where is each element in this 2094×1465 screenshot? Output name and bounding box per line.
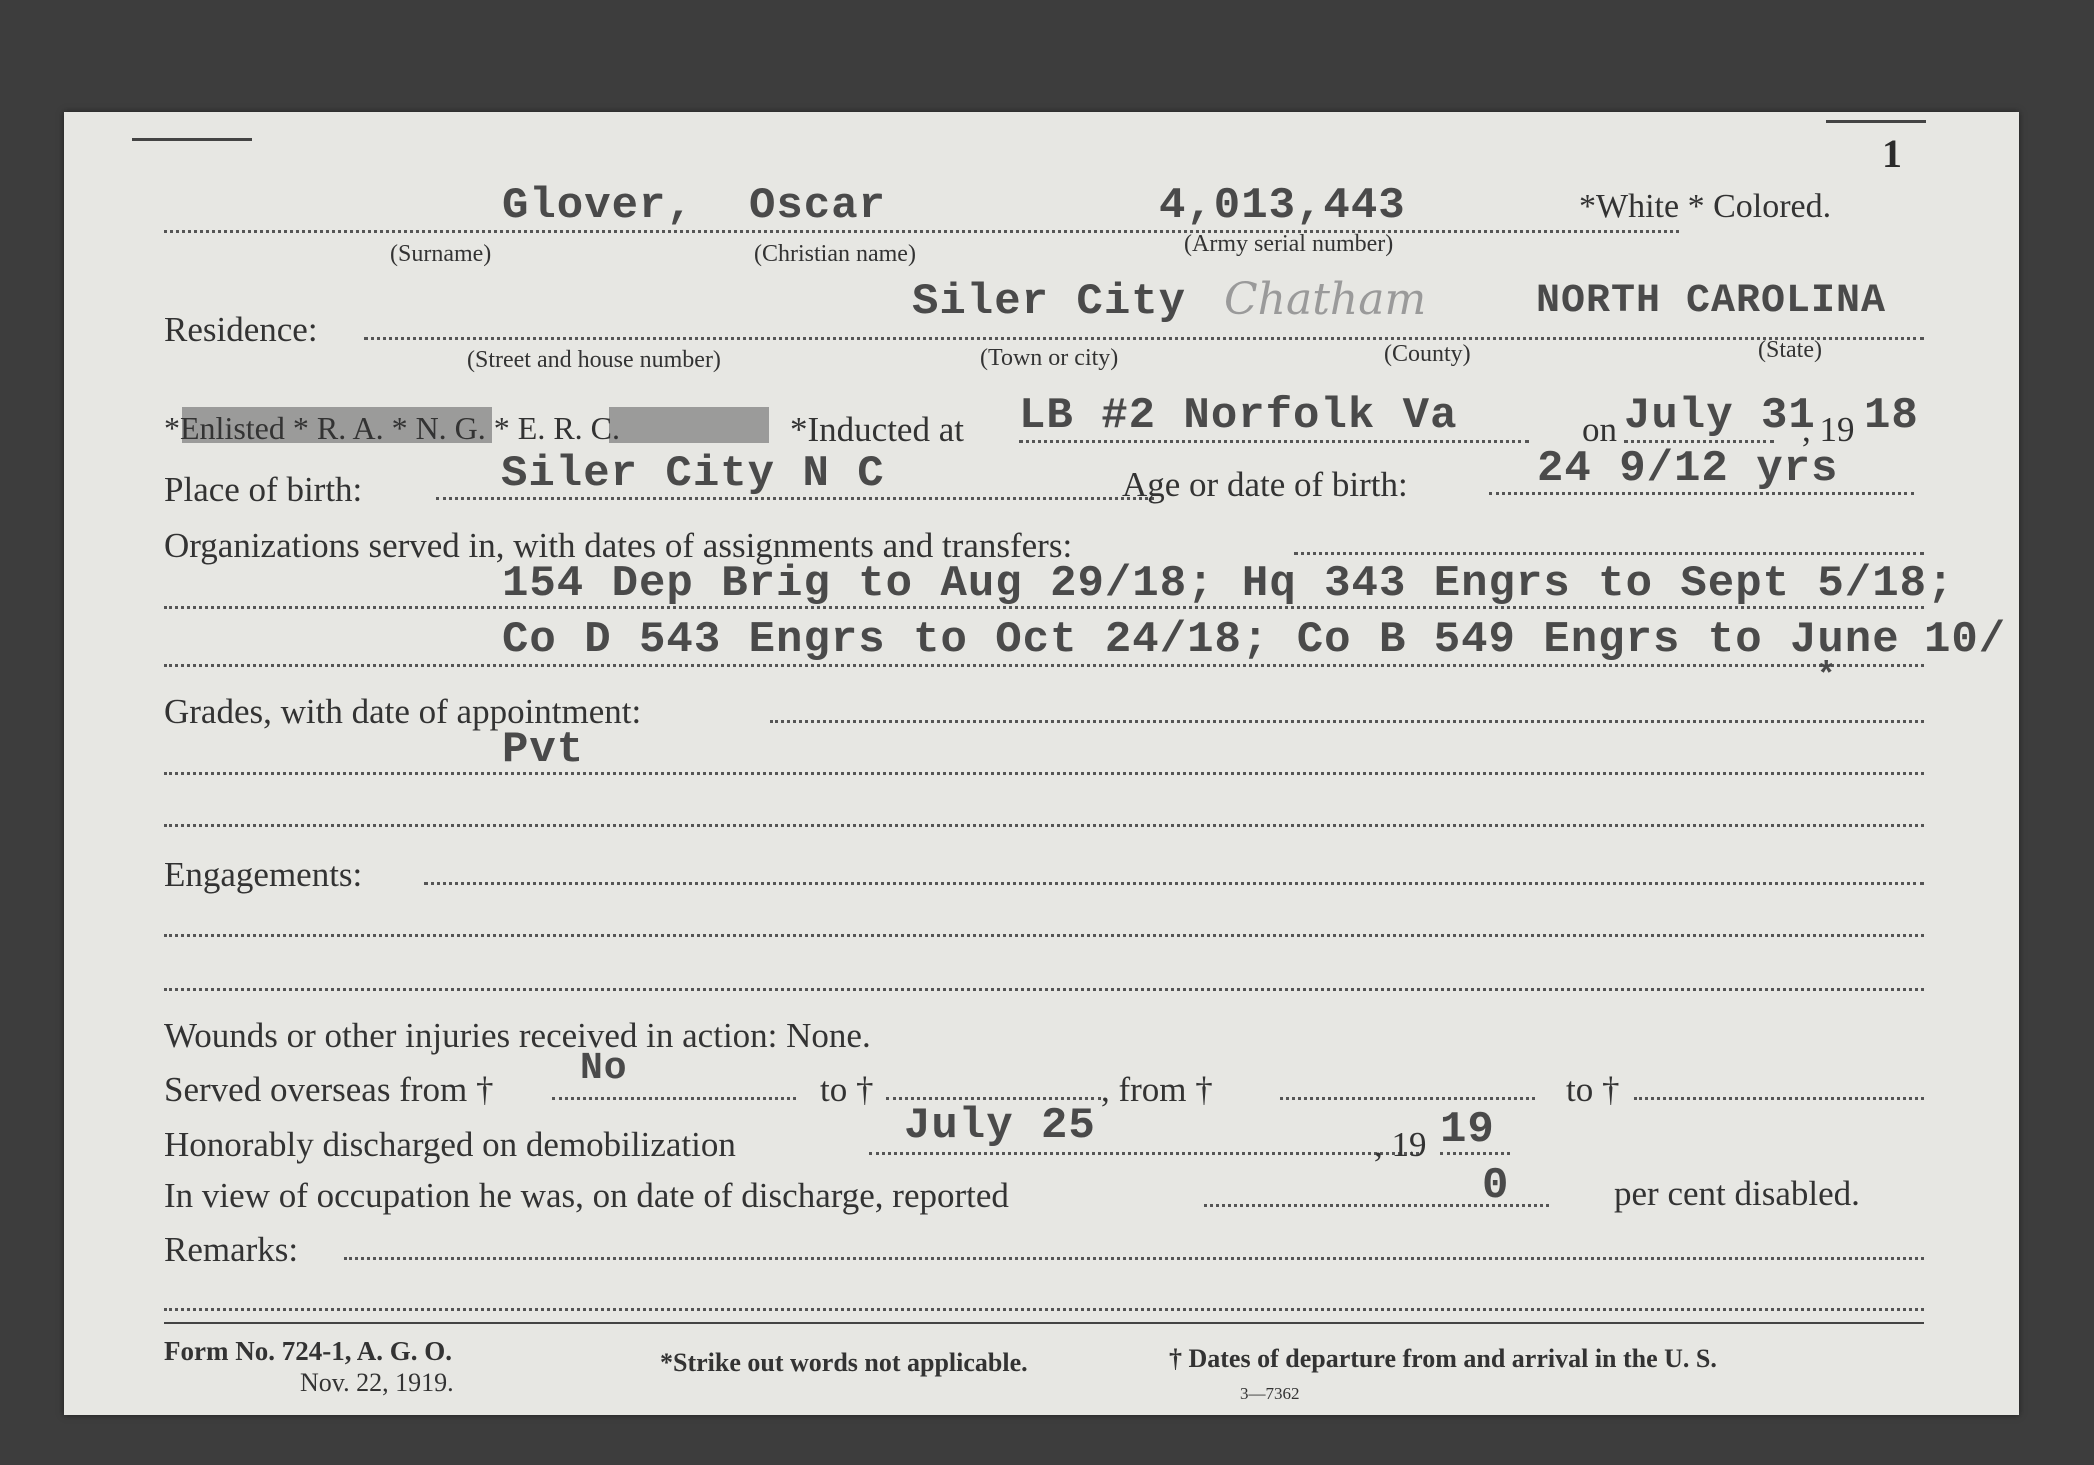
top-left-rule [132, 138, 252, 141]
overseas-from-label: Served overseas from † [164, 1070, 494, 1109]
organizations-line1-value: 154 Dep Brig to Aug 29/18; Hq 343 Engrs to Sept 5/18; [502, 559, 1955, 609]
christian-name-label: (Christian name) [754, 241, 916, 267]
disability-suffix: per cent disabled. [1614, 1174, 1860, 1213]
service-record-card [64, 112, 2019, 1415]
top-right-rule [1826, 120, 1926, 123]
surname-value: Glover, [502, 181, 694, 231]
overseas-to-line [886, 1097, 1101, 1100]
christian-name-value: Oscar [749, 181, 887, 231]
place-of-birth-label: Place of birth: [164, 470, 363, 509]
enlisted-options: *Enlisted * R. A. * N. G. * E. R. C. [164, 410, 621, 446]
overseas-from-line [552, 1097, 796, 1100]
footer-rule [164, 1322, 1924, 1324]
place-of-birth-value: Siler City N C [501, 449, 885, 499]
on-label: on [1582, 410, 1617, 449]
print-code: 3—7362 [1240, 1384, 1300, 1403]
name-line [164, 230, 1679, 233]
disability-label: In view of occupation he was, on date of discharge, reported [164, 1176, 1009, 1215]
engagements-line-0 [424, 882, 1924, 885]
surname-label: (Surname) [390, 241, 492, 267]
engagements-line-1 [164, 934, 1924, 937]
engagements-line-2 [164, 988, 1924, 991]
organizations-label: Organizations served in, with dates of assignments and transfers: [164, 526, 1073, 565]
race-options: *White * Colored. [1579, 188, 1832, 225]
grades-line-0 [770, 720, 1924, 723]
induction-year-suffix: 18 [1864, 391, 1919, 441]
remarks-line-0 [344, 1257, 1924, 1260]
form-date: Nov. 22, 1919. [300, 1368, 454, 1397]
induction-date-value: July 31 [1624, 391, 1816, 441]
discharge-line [869, 1152, 1419, 1155]
discharge-year-suffix: 19 [1440, 1105, 1495, 1155]
inducted-place-value: LB #2 Norfolk Va [1019, 391, 1458, 441]
remarks-line-1 [164, 1308, 1924, 1311]
residence-town-value: Siler City [912, 277, 1187, 327]
organizations-line2-overflow: 10/ [1924, 615, 2007, 665]
street-label: (Street and house number) [467, 347, 721, 373]
page-number: 1 [1882, 131, 1902, 176]
erc-strikeout [609, 407, 769, 443]
age-value: 24 9/12 yrs [1537, 444, 1839, 494]
dates-note: † Dates of departure from and arrival in the U. S. [1169, 1344, 1717, 1373]
overseas-to2-label: to † [1566, 1070, 1620, 1109]
strike-note: *Strike out words not applicable. [660, 1348, 1028, 1377]
residence-state-value: NORTH CAROLINA [1536, 279, 1887, 324]
overseas-from-value: No [580, 1047, 628, 1090]
inducted-label: *Inducted at [790, 410, 964, 449]
overseas-from2-label: , from † [1101, 1070, 1213, 1109]
organizations-line-0 [1294, 552, 1924, 555]
residence-label: Residence: [164, 310, 318, 349]
state-label: (State) [1758, 337, 1822, 363]
overseas-to-label: to † [820, 1070, 874, 1109]
disability-value: 0 [1482, 1161, 1510, 1211]
discharge-label: Honorably discharged on demobilization [164, 1125, 736, 1164]
induction-year-prefix: , 19 [1802, 410, 1855, 449]
serial-number-label: (Army serial number) [1184, 231, 1394, 257]
grades-value: Pvt [502, 725, 585, 775]
serial-number-value: 4,013,443 [1159, 181, 1406, 231]
wounds-label: Wounds or other injuries received in action: None. [164, 1016, 871, 1055]
grades-line-1 [164, 772, 1924, 775]
remarks-label: Remarks: [164, 1230, 299, 1269]
discharge-year-prefix: , 19 [1374, 1125, 1427, 1164]
grades-label: Grades, with date of appointment: [164, 692, 642, 731]
residence-line [364, 337, 1924, 340]
overseas-from2-line [1280, 1097, 1535, 1100]
discharge-year-line [1440, 1152, 1510, 1155]
town-label: (Town or city) [980, 345, 1119, 371]
form-number: Form No. 724-1, A. G. O. [164, 1336, 452, 1366]
county-label: (County) [1384, 341, 1471, 367]
organizations-line2-value: Co D 543 Engrs to Oct 24/18; Co B 549 Engrs to June [502, 615, 1900, 665]
age-label: Age or date of birth: [1122, 465, 1408, 504]
discharge-date-value: July 25 [904, 1101, 1096, 1151]
organizations-asterisk: * [1816, 658, 1838, 696]
engagements-label: Engagements: [164, 855, 363, 894]
grades-line-2 [164, 824, 1924, 827]
overseas-to2-line [1634, 1097, 1924, 1100]
residence-county-value: Chatham [1224, 274, 1427, 325]
